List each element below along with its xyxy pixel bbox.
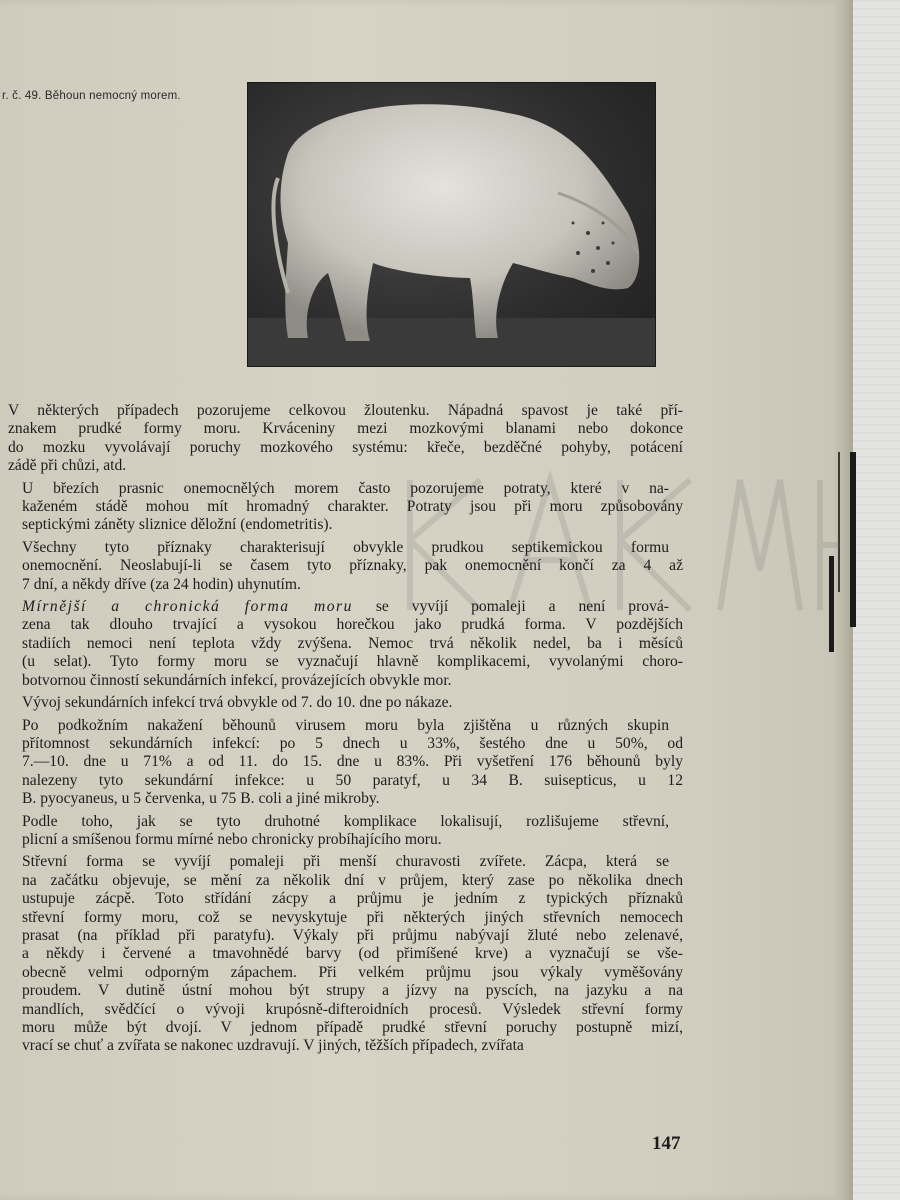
paragraph bbox=[8, 853, 683, 1055]
text-line: 7 dní, a někdy dříve (za 24 hodin) uhynutím. bbox=[22, 575, 301, 593]
text-line: kaženém stádě mohou mít hromadný charakter. Potraty jsou při moru způsobovány bbox=[22, 498, 683, 516]
text-line: Mírnější a chronická forma moru se vyvíjí pomaleji a není prová- bbox=[22, 598, 669, 616]
text-line: onemocnění. Neoslabují-li se časem tyto příznaky, pak onemocnění končí za 4 až bbox=[22, 557, 683, 575]
text-line: Podle toho, jak se tyto druhotné komplikace lokalisují, rozlišujeme střevní, bbox=[22, 812, 669, 830]
paragraph bbox=[8, 813, 683, 850]
text-line: ustupuje zácpě. Toto střídání zácpy a průjmu je jedním z typických příznaků bbox=[22, 890, 683, 908]
text-line: zádě při chůzi, atd. bbox=[8, 457, 127, 475]
text-line: přítomnost sekundárních infekcí: po 5 dnech u 33%, šestého dne u 50%, od bbox=[22, 734, 683, 752]
text-line: moru může být dvojí. V jednom případě prudké střevní poruchy postupně mizí, bbox=[22, 1019, 683, 1036]
text-line: (u selat). Tyto formy moru se vyznačují hlavně komplikacemi, vyvolanými choro- bbox=[22, 653, 683, 671]
figure-caption: r. č. 49. Běhoun nemocný morem. bbox=[2, 90, 181, 102]
text-line: B. pyocyaneus, u 5 červenka, u 75 B. coli a jiné mikroby. bbox=[22, 790, 380, 808]
text-line: zena tak dlouho trvající a vysokou horečkou jako prudká forma. V pozdějších bbox=[22, 616, 683, 634]
text-line: botvornou činností sekundárních infekcí, provázejících obvykle mor. bbox=[22, 671, 452, 689]
page-number: 147 bbox=[652, 1133, 681, 1154]
text-line: vrací se chuť a zvířata se nakonec uzdravují. V jiných, těžších případech, zvířata bbox=[22, 1037, 524, 1055]
text-line: V některých případech pozorujeme celkovou žloutenku. Nápadná spavost je také pří- bbox=[8, 402, 683, 419]
pig-body bbox=[281, 104, 640, 341]
text-line: proudem. V dutině ústní mohou být strupy a jízvy na pyscích, na jazyku a na bbox=[22, 982, 683, 1000]
text-line: Střevní forma se vyvíjí pomaleji při menší churavosti zvířete. Zácpa, která se bbox=[22, 853, 669, 871]
text-line: Všechny tyto příznaky charakterisují obvykle prudkou septikemickou formu bbox=[22, 538, 669, 556]
paragraph bbox=[8, 598, 683, 690]
text-line: plicní a smíšenou formu mírné nebo chronicky probíhajícího moru. bbox=[22, 830, 442, 848]
text-line: na začátku objevuje, se mění za několik dní v průjem, který zase po několika dnech bbox=[22, 871, 683, 889]
text-line: septickými záněty sliznice děložní (endometritis). bbox=[22, 516, 333, 534]
text-line: a někdy i červené a tmavohnědé barvy (od přimíšené krve) a vyznačují se vše- bbox=[22, 945, 683, 963]
thumb-index-mark bbox=[850, 452, 856, 627]
text-line: U březích prasnic onemocnělých morem často pozorujeme potraty, které v na- bbox=[22, 479, 669, 497]
text-line: Po podkožním nakažení běhounů virusem moru byla zjištěna u různých skupin bbox=[22, 716, 669, 734]
paragraph bbox=[8, 480, 683, 535]
text-line: nalezeny tyto sekundární infekce: u 50 paratyf, u 34 B. suisepticus, u 12 bbox=[22, 771, 683, 789]
pig-photo bbox=[247, 82, 656, 367]
text-line: prasat (na příklad při paratyfu). Výkaly při průjmu nabývají žluté nebo zelenavé, bbox=[22, 926, 683, 944]
thumb-index-mark bbox=[838, 452, 840, 592]
paragraph bbox=[8, 694, 683, 712]
text-line: stadiích nemoci není teplota vždy zvýšena. Nemoc trvá několik nedel, ba i měsíců bbox=[22, 634, 683, 652]
thumb-index-mark bbox=[829, 556, 834, 652]
text-line: střevní formy moru, což se nevyskytuje při některých jiných střevních nemocech bbox=[22, 908, 683, 926]
body-text bbox=[8, 402, 683, 1060]
paragraph bbox=[8, 717, 683, 809]
text-line: znakem prudké formy moru. Krváceniny mezi mozkovými blanami nebo dokonce bbox=[8, 420, 683, 438]
paragraph bbox=[8, 402, 683, 476]
paragraph bbox=[8, 539, 683, 594]
text-line: 7.—10. dne u 71% a od 11. do 15. dne u 83%. Při vyšetření 176 běhounů byly bbox=[22, 753, 683, 771]
text-line: Vývoj sekundárních infekcí trvá obvykle od 7. do 10. dne po nákaze. bbox=[22, 694, 453, 712]
text-line: mandlích, svědčící o vývoji krupósně-difteroidních procesů. Výsledek střevní formy bbox=[22, 1000, 683, 1018]
text-line: obecně velmi odporným zápachem. Při velkém průjmu jsou výkaly vyměšovány bbox=[22, 963, 683, 981]
text-line: do mozku vyvolávají poruchy mozkového systému: křeče, bezděčné pohyby, potácení bbox=[8, 438, 683, 456]
